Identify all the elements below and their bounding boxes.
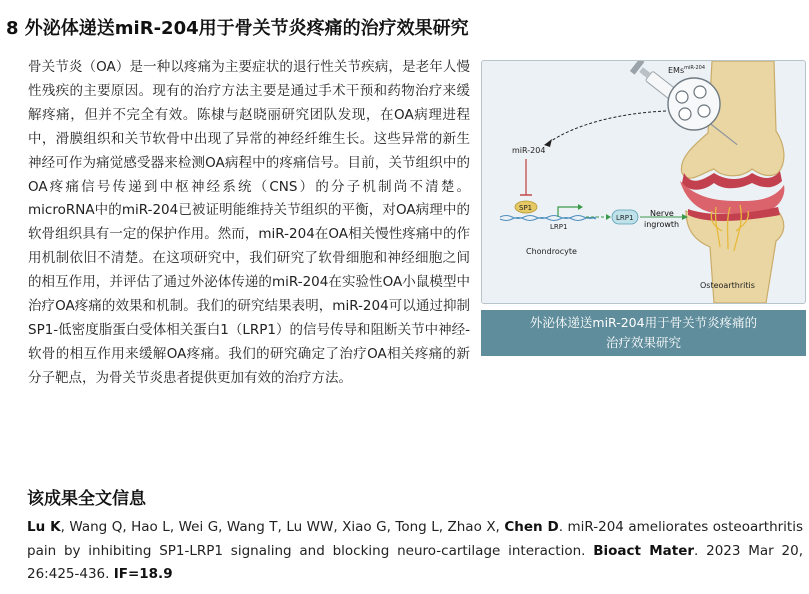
ems-label: EMs	[668, 66, 685, 75]
author-first: Lu K	[27, 519, 61, 535]
nerve-label: Nerve	[650, 209, 674, 218]
chondrocyte-label: Chondrocyte	[526, 247, 577, 256]
figure-caption	[481, 310, 806, 356]
sp1-label: SP1	[519, 204, 533, 212]
article-body: 骨关节炎（OA）是一种以疼痛为主要症状的退行性关节疾病，是老年人慢性残疾的主要原因。现有的治疗方法主要是通过手术干预和药物治疗来缓解疼痛，但并不完全有效。陈棣与赵晓丽研究团队发现，在OA病理进程中，滑膜组织和关节软骨中出现了异常的神经纤维生长。这些异常的新生神经可作为痛觉感受器来检测OA病程中的疼痛信号。目前，关节组织中的OA疼痛信号传递到中枢神经系统（CNS）的分子机制尚不清楚。microRNA中的miR-204已被证明能维持关节组织的平衡，对OA病理中的软骨组织具有一定的保护作用。然而，miR-204在OA相关慢性疼痛中的作用机制依旧不清楚。在这项研究中，我们研究了软骨细胞和神经细胞之间的相互作用，并评估了通过外泌体传递的miR-204在实验性OA小鼠模型中治疗OA疼痛的效果和机制。我们的研究结果表明，miR-204可以通过抑制SP1-低密度脂蛋白受体相关蛋白1（LRP1）的信号传导和阻断关节中神经-软骨的相互作用来缓解OA疼痛。我们的研究确定了治疗OA相关疼痛的新分子靶点，为骨关节炎患者提供更加有效的治疗方法。	[28, 59, 470, 386]
citation	[27, 516, 803, 587]
article-title: 8 外泌体递送miR-204用于骨关节炎疼痛的治疗效果研究	[6, 18, 469, 39]
exosome-icon	[668, 78, 720, 130]
figure-panel	[481, 60, 806, 304]
caption-line-2: 治疗效果研究	[605, 335, 681, 350]
svg-text:EMsmiR-204	[668, 65, 705, 75]
authors-middle: , Wang Q, Hao L, Wei G, Wang T, Lu WW, Xiao G, Tong L, Zhao X,	[60, 519, 505, 535]
section-heading: 该成果全文信息	[27, 489, 146, 509]
mir204-label: miR-204	[512, 146, 546, 155]
caption-line-1: 外泌体递送miR-204用于骨关节炎疼痛的	[529, 315, 758, 330]
expression-arrowhead	[606, 214, 611, 220]
figure-illustration	[482, 61, 805, 303]
ingrowth-label: ingrowth	[644, 220, 680, 229]
dna-strand-2	[500, 218, 596, 221]
date-pages: . 2023 Mar 20, 26:425-436.	[27, 542, 803, 582]
ems-sup-label: miR-204	[684, 65, 706, 71]
promoter-arrowhead	[578, 204, 583, 210]
author-last: Chen D	[504, 519, 559, 535]
journal-name: Bioact Mater	[593, 542, 695, 559]
lrp1-protein-label: LRP1	[616, 214, 634, 222]
impact-factor: IF=18.9	[113, 566, 173, 582]
lrp1-gene-label: LRP1	[550, 223, 568, 231]
osteoarthritis-label: Osteoarthritis	[700, 281, 755, 290]
article-title-ref: . miR-204 ameliorates osteoarthritis pain by inhibiting SP1-LRP1 signaling and blocking neuro-cartilage interaction.	[27, 519, 804, 559]
delivery-arrow	[548, 111, 666, 143]
